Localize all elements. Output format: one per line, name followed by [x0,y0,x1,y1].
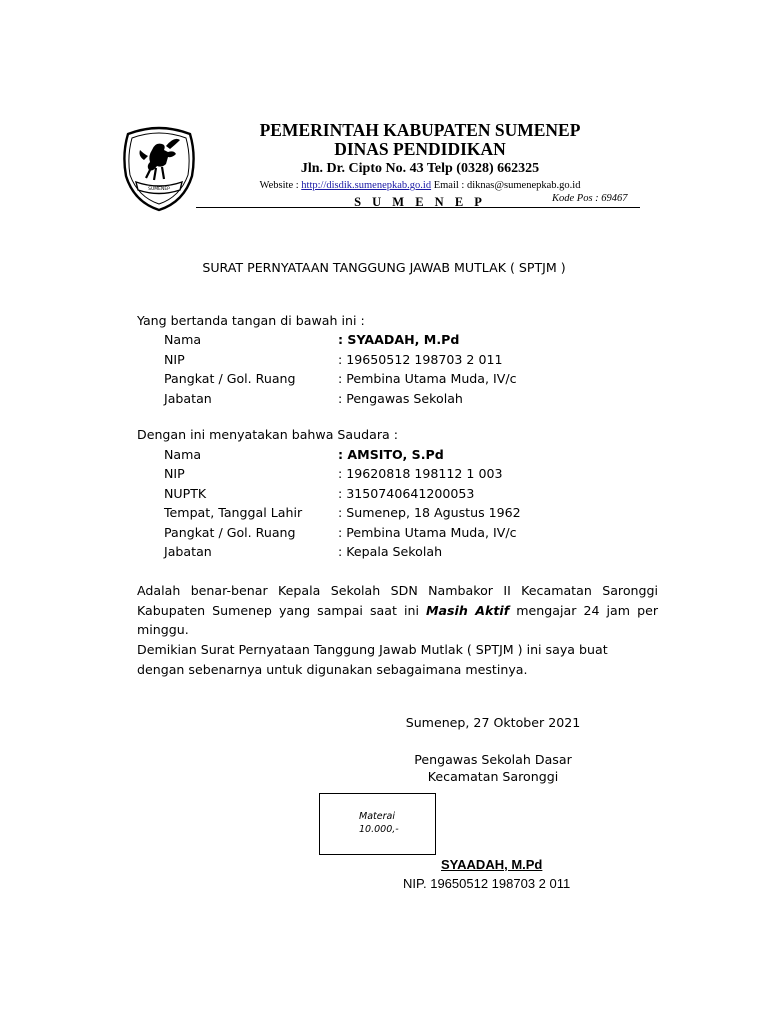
letterhead-city: S U M E N E P [354,195,486,209]
signer-district: Kecamatan Saronggi [427,769,559,784]
signer-nip-label: NIP [164,352,185,367]
signer-position-value: : Pengawas Sekolah [338,391,463,406]
subject-position-label: Jabatan [164,544,212,559]
website-label: Website : [259,180,302,191]
signer-intro: Yang bertanda tangan di bawah ini : [137,313,365,328]
place-date: Sumenep, 27 Oktober 2021 [405,715,581,730]
signer-rank-label: Pangkat / Gol. Ruang [164,371,296,386]
signature-name: SYAADAH, M.Pd [441,857,543,872]
sumenep-crest-logo [122,124,196,212]
subject-rank-label: Pangkat / Gol. Ruang [164,525,296,540]
postal-code: Kode Pos : 69467 [552,193,628,204]
letterhead-divider [196,207,640,208]
website-link[interactable]: http://disdik.sumenepkab.go.id [301,180,432,191]
subject-nuptk-value: : 3150740641200053 [338,486,475,501]
signer-name-label: Nama [164,332,202,347]
statement-text: Adalah benar-benar Kepala Sekolah SDN Nambakor II Kecamatan Saronggi Kabupaten Sumenep yang sampai saat ini [137,583,658,618]
signer-nip-value: : 19650512 198703 2 011 [338,352,503,367]
subject-intro: Dengan ini menyatakan bahwa Saudara : [137,427,398,442]
letterhead-contact [200,179,640,193]
letterhead-address: Jln. Dr. Cipto No. 43 Telp (0328) 662325 [300,161,540,176]
signer-name-value: : SYAADAH, M.Pd [338,332,460,347]
signer-rank-value: : Pembina Utama Muda, IV/c [338,371,517,386]
subject-name-label: Nama [164,447,202,462]
letterhead-government: PEMERINTAH KABUPATEN SUMENEP [259,120,581,140]
subject-nuptk-label: NUPTK [164,486,207,501]
subject-nip-value: : 19620818 198112 1 003 [338,466,503,481]
subject-birth-value: : Sumenep, 18 Agustus 1962 [338,505,521,520]
active-status-emphasis: Masih Aktif [426,602,510,618]
stamp-text: Materai [359,811,395,822]
signature-nip: NIP. 19650512 198703 2 011 [403,876,571,891]
statement-paragraph [137,581,658,640]
statement-text-end: mengajar 24 jam per minggu. [137,602,658,637]
signer-title: Pengawas Sekolah Dasar [414,752,572,767]
subject-rank-value: : Pembina Utama Muda, IV/c [338,525,517,540]
subject-position-value: : Kepala Sekolah [338,544,443,559]
letterhead-agency: DINAS PENDIDIKAN [334,139,506,159]
subject-birth-label: Tempat, Tanggal Lahir [164,505,303,520]
svg-text:SUMENEP: SUMENEP [148,187,170,192]
subject-name-value: : AMSITO, S.Pd [338,447,444,462]
signer-position-label: Jabatan [164,391,212,406]
stamp-value: 10.000,- [359,824,399,835]
email-address: diknas@sumenepkab.go.id [466,180,581,191]
email-label: Email : [431,180,467,191]
subject-nip-label: NIP [164,466,185,481]
document-title: SURAT PERNYATAAN TANGGUNG JAWAB MUTLAK ( SPTJM ) [202,260,566,275]
closing-paragraph: Demikian Surat Pernyataan Tanggung Jawab Mutlak ( SPTJM ) ini saya buat dengan sebenarnya untuk digunakan sebagaimana mestinya. [137,642,608,677]
stamp-label [359,810,399,836]
